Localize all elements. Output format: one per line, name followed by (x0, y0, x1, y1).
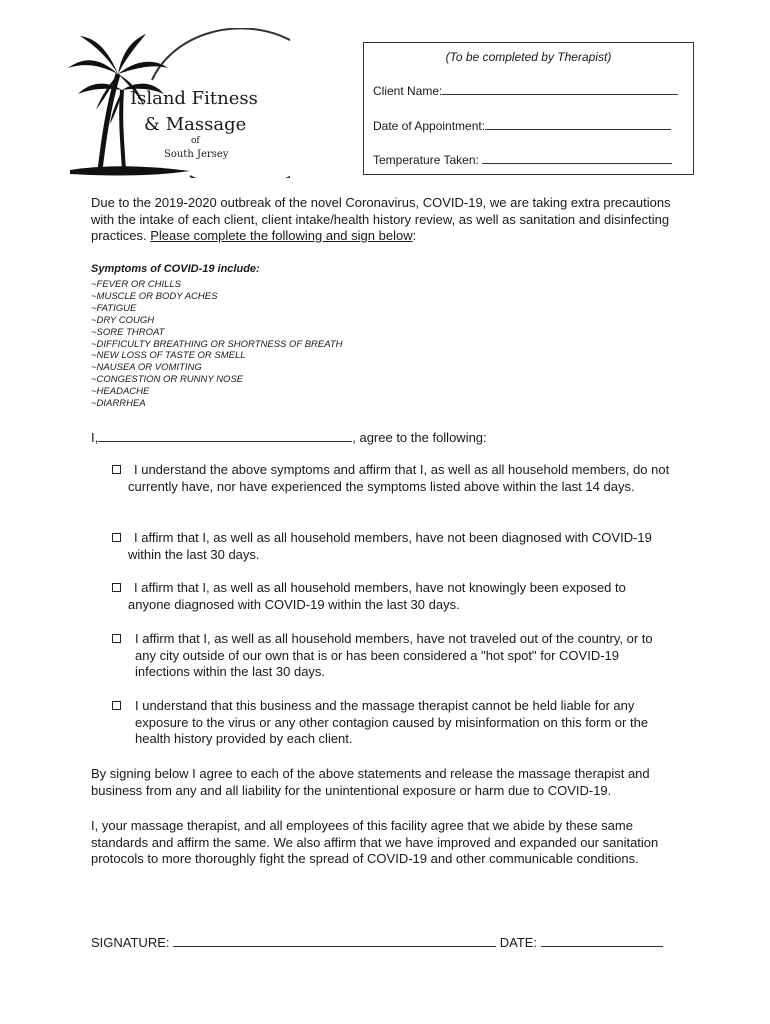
therapist-box-header: (To be completed by Therapist) (445, 50, 612, 64)
statement-2: I affirm that I, as well as all household members, have not been diagnosed with COVID-19 within the last 30 days. (128, 530, 652, 562)
statement-2-checkbox[interactable] (112, 533, 121, 542)
symptom-item: ~NEW LOSS OF TASTE OR SMELL (91, 350, 246, 362)
statement-3-checkbox[interactable] (112, 583, 121, 592)
signature-line (91, 935, 663, 950)
date-label: DATE: (496, 935, 541, 950)
intro-text: Due to the 2019-2020 outbreak of the novel Coronavirus, COVID-19, we are taking extra precautions with the intake of each client, client intake/health history review, as well as sanitation and disinfecting practices. (91, 195, 671, 243)
symptom-item: ~SORE THROAT (91, 326, 165, 338)
symptom-item: ~CONGESTION OR RUNNY NOSE (91, 374, 244, 386)
client-name-signature-field[interactable] (98, 430, 352, 442)
signature-field[interactable] (173, 935, 496, 947)
symptom-item: ~FATIGUE (91, 302, 137, 314)
symptom-item: ~MUSCLE OR BODY ACHES (91, 290, 218, 302)
agree-prefix: I, (91, 430, 99, 445)
statement-4-checkbox[interactable] (112, 634, 121, 643)
statement-1-checkbox[interactable] (112, 465, 121, 474)
appointment-date-label: Date of Appointment: (373, 119, 486, 133)
statement-1: I understand the above symptoms and affirm that I, as well as all household members, do not currently have, nor have experienced the symptoms listed above within the last 14 days. (128, 462, 670, 494)
logo-line-3: of (191, 136, 200, 146)
symptom-item: ~HEADACHE (91, 386, 150, 398)
symptom-item: ~DRY COUGH (91, 314, 155, 326)
temperature-row (373, 153, 672, 167)
intro-instruction: Please complete the following and sign below (150, 228, 413, 243)
appointment-date-row (373, 119, 671, 133)
intro-paragraph (91, 195, 691, 245)
symptom-item: ~DIARRHEA (91, 398, 146, 410)
client-name-field[interactable] (442, 84, 678, 95)
logo-line-2: & Massage (144, 114, 247, 135)
agree-line (91, 430, 487, 445)
appointment-date-field[interactable] (485, 119, 671, 130)
release-paragraph: By signing below I agree to each of the above statements and release the massage therapist and business from any and all liability for the unintentional exposure or harm due to COVID-19. (91, 766, 650, 798)
symptoms-title: Symptoms of COVID-19 include: (91, 263, 260, 275)
date-field[interactable] (541, 935, 663, 947)
client-name-row (373, 84, 678, 98)
signature-label: SIGNATURE: (91, 935, 174, 950)
therapist-paragraph: I, your massage therapist, and all employees of this facility agree that we abide by these same standards and affirm the same. We also affirm that we have improved and expanded our sanitation protocols to more thoroughly fight the spread of COVID-19 and other communicable conditions. (91, 818, 659, 866)
symptoms-list (91, 279, 343, 410)
temperature-label: Temperature Taken: (373, 153, 483, 167)
logo-line-1: Island Fitness (130, 88, 258, 109)
logo-line-4: South Jersey (164, 149, 229, 160)
statement-5: I understand that this business and the massage therapist cannot be held liable for any exposure to the virus or any other contagion caused by misinformation on this form or the health history provided by each client. (135, 698, 649, 746)
agree-suffix: , agree to the following: (352, 430, 487, 445)
temperature-field[interactable] (482, 153, 672, 164)
client-name-label: Client Name: (373, 84, 443, 98)
therapist-box (363, 42, 694, 175)
symptom-item: ~FEVER OR CHILLS (91, 279, 182, 290)
logo (50, 28, 290, 178)
symptom-item: ~NAUSEA OR VOMITING (91, 362, 202, 374)
intro-suffix: : (412, 228, 417, 243)
statement-4: I affirm that I, as well as all household members, have not traveled out of the country, or to any city outside of our own that is or has been considered a "hot spot" for COVID-19 infections within the last 30 days. (135, 631, 653, 679)
symptom-item: ~DIFFICULTY BREATHING OR SHORTNESS OF BREATH (91, 338, 343, 350)
statement-5-checkbox[interactable] (112, 701, 121, 710)
statement-3: I affirm that I, as well as all household members, have not knowingly been exposed to anyone diagnosed with COVID-19 within the last 30 days. (128, 580, 626, 612)
